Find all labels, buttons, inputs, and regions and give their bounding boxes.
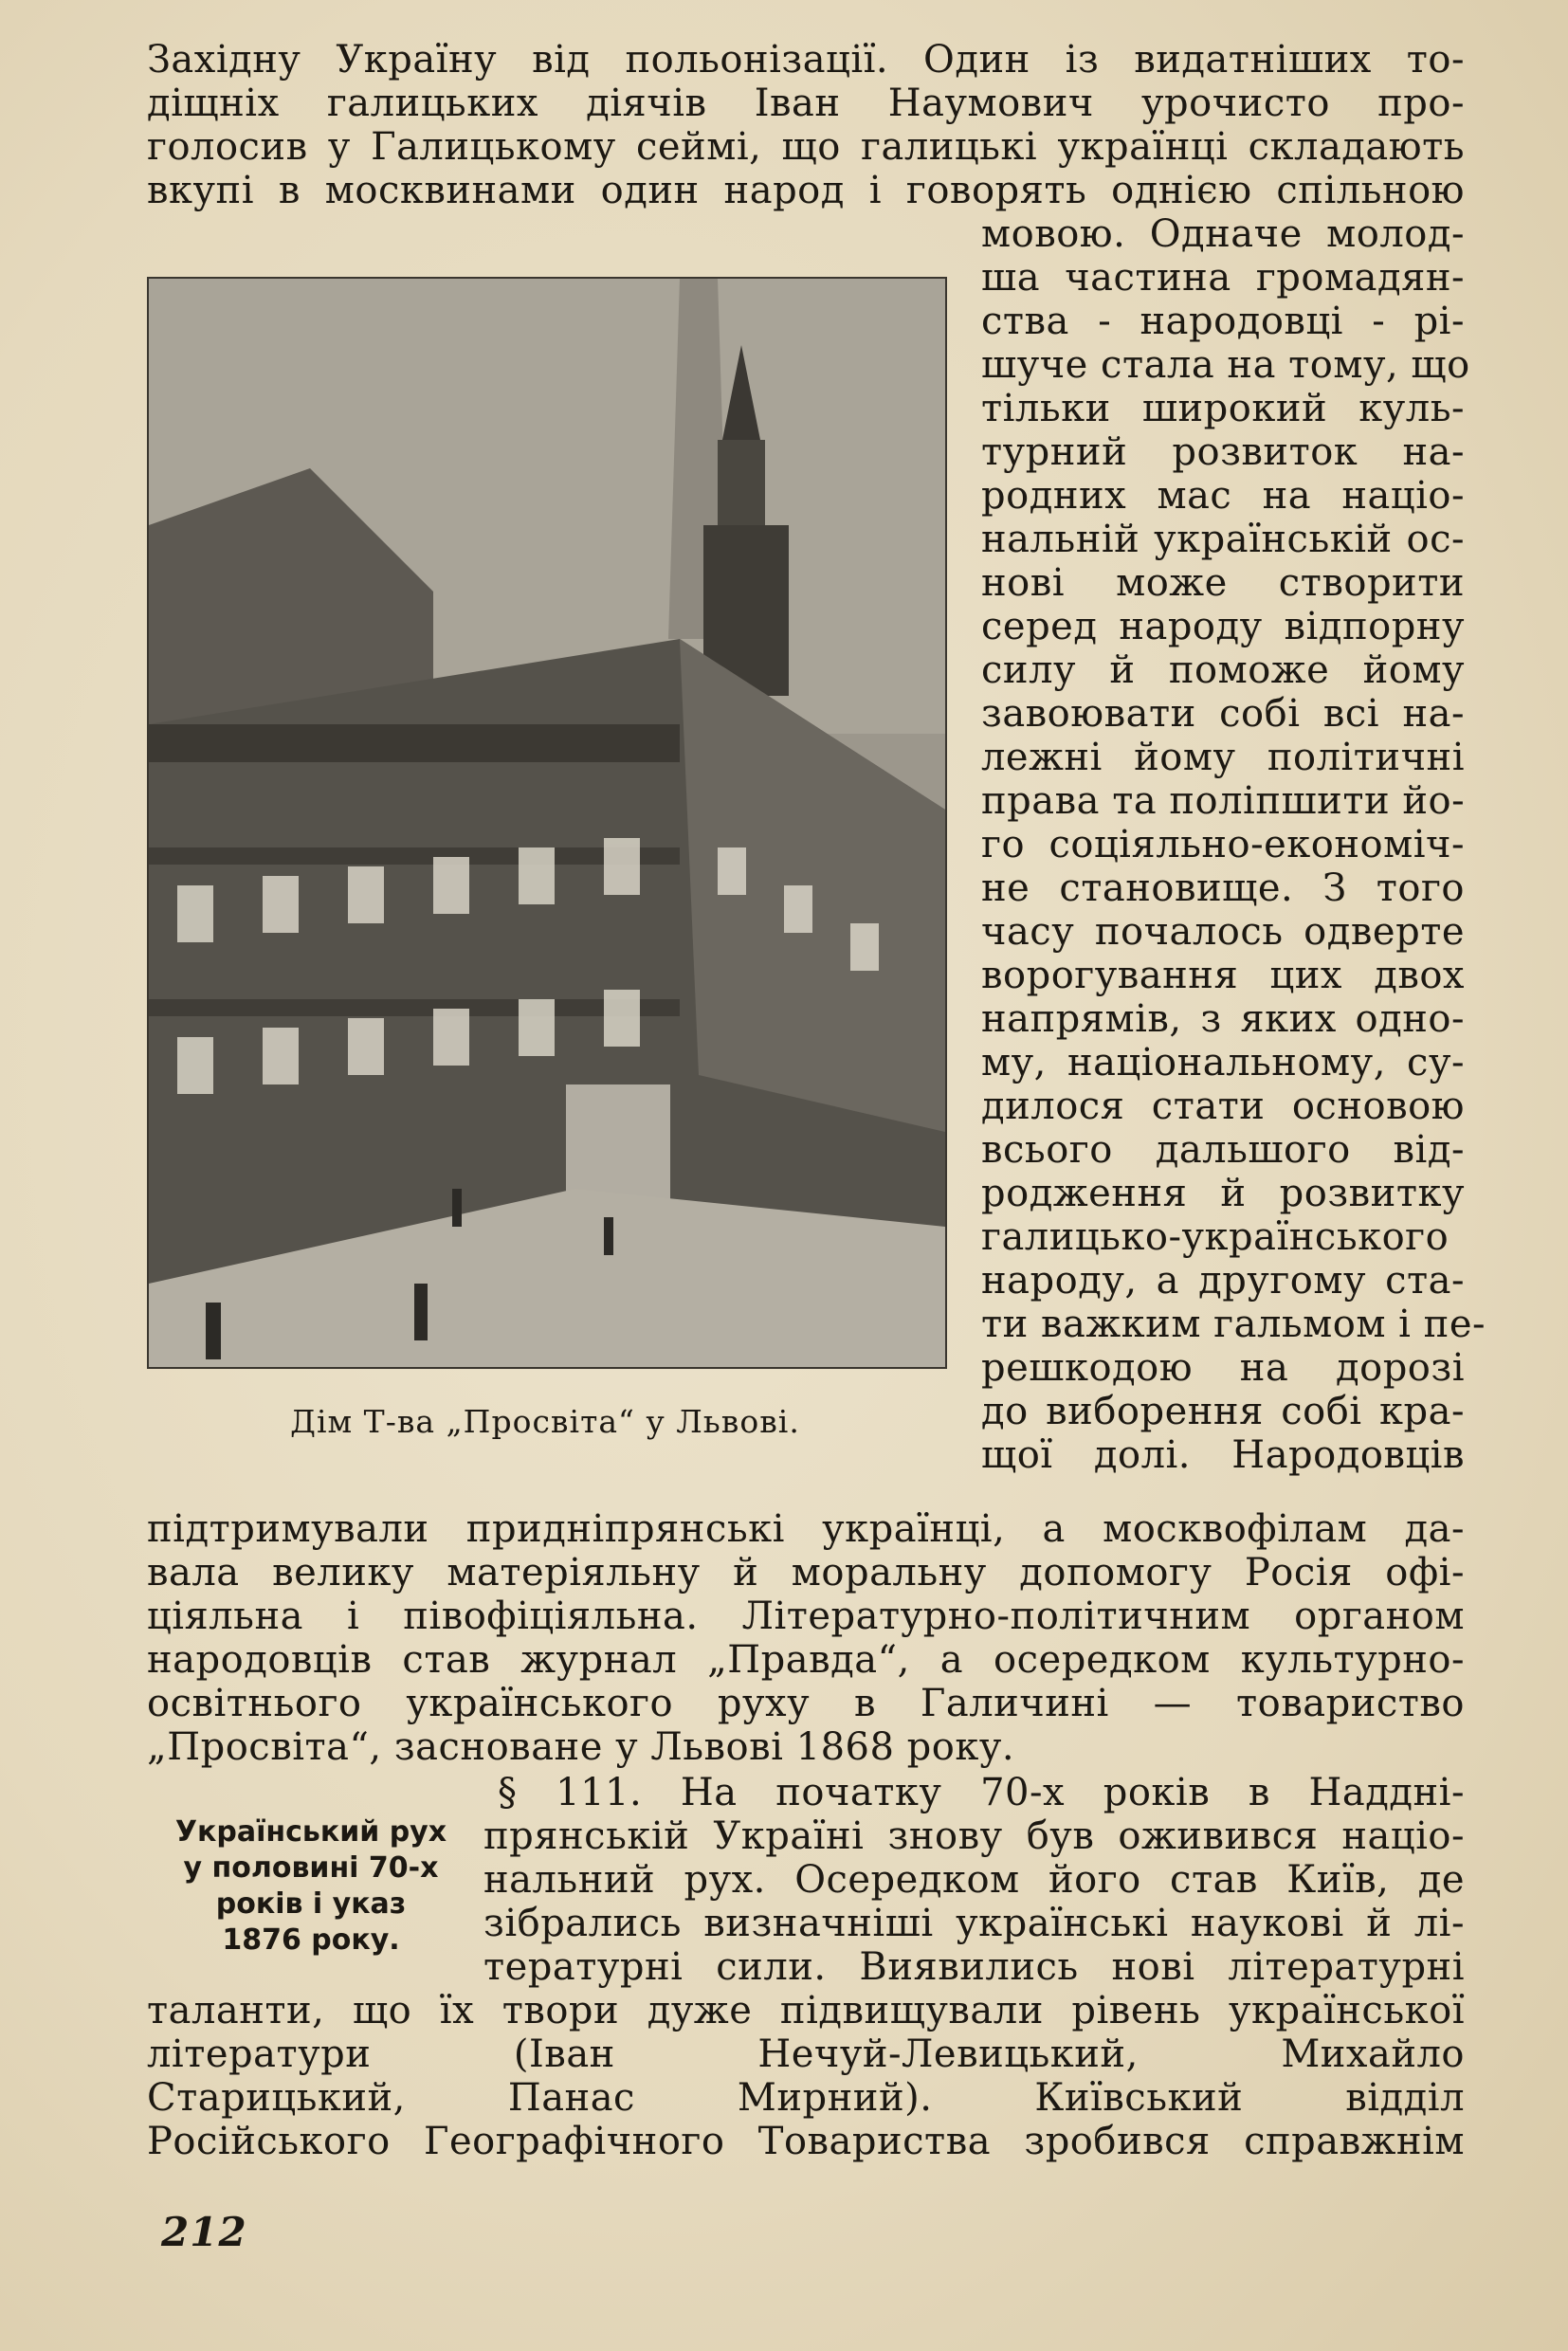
text-line: ворогування цих двох <box>981 954 1465 997</box>
text-line: му, національному, су- <box>981 1041 1465 1084</box>
text-line: го соціяльно-економіч- <box>981 823 1465 866</box>
text-line: турний розвиток на- <box>981 430 1465 474</box>
text-line: тільки широкий куль- <box>981 387 1465 430</box>
text-line: часу почалось одверте <box>981 910 1465 954</box>
text-line: народу, а другому ста- <box>981 1259 1465 1303</box>
text-line: галицько-українського <box>981 1215 1449 1259</box>
text-line: мовою. Одначе молод- <box>981 212 1465 256</box>
margin-heading-line: Український рух <box>174 1815 447 1849</box>
text-line: до виборення собі кра- <box>981 1390 1465 1433</box>
text-line: родження й розвитку <box>981 1172 1465 1215</box>
text-line: Старицький, Панас Мирний). Київський відділ <box>147 2076 1465 2120</box>
text-line: підтримували придніпрянські українці, а москвофілам да- <box>147 1507 1465 1551</box>
prosvita-building-illustration <box>149 279 945 1367</box>
text-line: ти важким гальмом і пе- <box>981 1303 1486 1346</box>
text-line: права та поліпшити йо- <box>981 779 1466 823</box>
margin-heading-line: у половині 70-х <box>183 1851 439 1885</box>
text-line: голосив у Галицькому сеймі, що галицькі українці складають <box>147 125 1465 169</box>
text-line: прянській Україні знову був оживився націо- <box>483 1814 1465 1858</box>
text-line: напрямів, з яких одно- <box>981 997 1465 1041</box>
page-number: 212 <box>161 2209 247 2255</box>
text-line: ства - народовці - рі- <box>981 300 1465 343</box>
text-line: зібрались визначніші українські наукові й лі- <box>483 1902 1465 1945</box>
text-line: всього дальшого від- <box>981 1128 1465 1172</box>
text-line: силу й поможе йому <box>981 648 1465 692</box>
text-line: діщніх галицьких діячів Іван Наумович урочисто про- <box>147 82 1465 125</box>
text-line: нальний рух. Осередком його став Київ, де <box>483 1858 1465 1902</box>
text-line: освітнього українського руху в Галичині — товариство <box>147 1682 1465 1725</box>
text-line: щої долі. Народовців <box>981 1433 1465 1477</box>
figure-caption: Дім Т-ва „Просвіта“ у Львові. <box>290 1403 800 1440</box>
text-line: нальній українській ос- <box>981 518 1465 561</box>
building-photo <box>147 277 947 1369</box>
text-line: „Просвіта“, засноване у Львові 1868 року. <box>147 1725 1015 1769</box>
text-line: Західну Україну від польонізації. Один із видатніших то- <box>147 38 1465 82</box>
text-line: шуче стала на тому, що <box>981 343 1470 387</box>
text-line: родних мас на націо- <box>981 474 1465 518</box>
text-line: завоювати собі всі на- <box>981 692 1465 736</box>
margin-heading-line: років і указ <box>215 1887 407 1921</box>
margin-heading-line: 1876 року. <box>222 1923 400 1957</box>
text-line: решкодою на дорозі <box>981 1346 1465 1390</box>
text-line: таланти, що їх твори дуже підвищували рівень української <box>147 1989 1465 2032</box>
margin-heading <box>150 1814 472 1959</box>
text-line: Російського Географічного Товариства зробився справжнім <box>147 2120 1465 2163</box>
text-line: вала велику матеріяльну й моральну допомогу Росія офі- <box>147 1551 1465 1595</box>
text-line: тературні сили. Виявились нові літературні <box>483 1945 1465 1989</box>
text-line: нові може створити <box>981 561 1465 605</box>
text-line: ша частина громадян- <box>981 256 1465 300</box>
text-line: не становище. З того <box>981 866 1465 910</box>
text-line: лежні йому політичні <box>981 736 1465 779</box>
text-line: серед народу відпорну <box>981 605 1465 648</box>
text-line: ціяльна і півофіціяльна. Літературно-політичним органом <box>147 1595 1465 1638</box>
text-line: вкупі в москвинами один народ і говорять однією спільною <box>147 169 1465 212</box>
section-heading-line: § 111. На початку 70-х років в Наддні- <box>498 1771 1465 1814</box>
text-line: літератури (Іван Нечуй-Левицький, Михайло <box>147 2032 1465 2076</box>
text-line: дилося стати основою <box>981 1084 1465 1128</box>
text-line: народовців став журнал „Правда“, а осередком культурно- <box>147 1638 1465 1682</box>
